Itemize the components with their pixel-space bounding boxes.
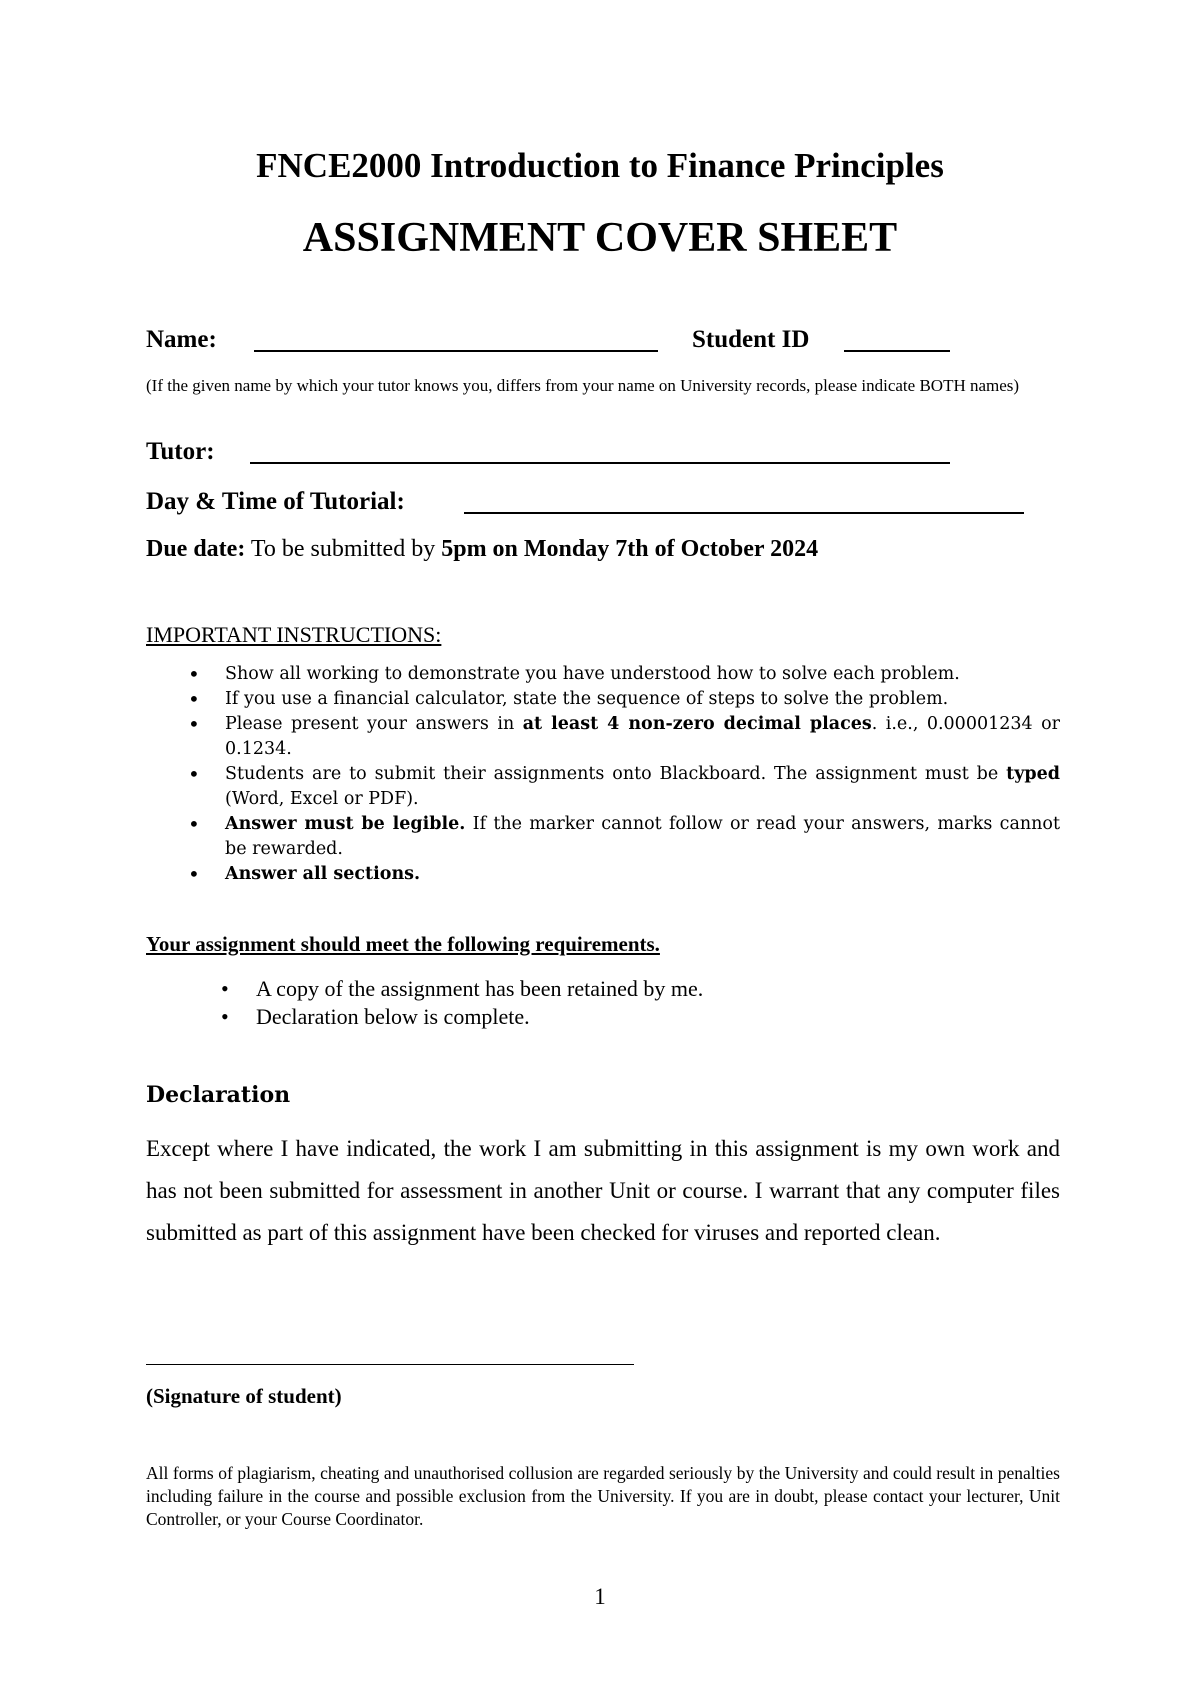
tutorial-label: Day & Time of Tutorial: [146,488,405,515]
list-item: • Answer must be legible. If the marker cannot follow or read your answers, marks cannot be rewarded. [146,812,1060,862]
signature-label: (Signature of student) [146,1384,342,1408]
list-item: • Please present your answers in at least 4 non-zero decimal places. i.e., 0.00001234 or 0.1234. [146,712,1060,762]
list-item: • Students are to submit their assignments onto Blackboard. The assignment must be typed (Word, Excel or PDF). [146,762,1060,812]
tutor-blank-line[interactable] [250,462,950,464]
instructions-heading: IMPORTANT INSTRUCTIONS: [146,622,442,647]
requirements-heading: Your assignment should meet the following requirements. [146,932,660,956]
list-item: • Show all working to demonstrate you have understood how to solve each problem. [146,662,1060,687]
tutor-label: Tutor: [146,438,215,465]
name-note: (If the given name by which your tutor knows you, differs from your name on University records, please indicate BOTH names) [146,376,1020,395]
page-number: 1 [594,1584,606,1609]
requirements-list [146,975,703,1031]
list-item: • A copy of the assignment has been retained by me. [146,975,703,1003]
plagiarism-note: All forms of plagiarism, cheating and unauthorised collusion are regarded seriously by the University and could result in penalties including failure in the course and possible exclusion from the University. If you are in doubt, please contact your lecturer, Unit Controller, or your Course Coordinator. [146,1463,1060,1529]
student-id-label: Student ID [692,326,810,353]
declaration-text: Except where I have indicated, the work I am submitting in this assignment is my own work and has not been submitted for assessment in another Unit or course. I warrant that any computer files submitted as part of this assignment have been checked for viruses and reported clean. [146,1136,1060,1245]
due-date [146,536,818,563]
due-date-text: To be submitted by [250,536,436,562]
tutorial-blank-line[interactable] [464,512,1024,514]
signature-line[interactable] [146,1364,634,1365]
document-title: ASSIGNMENT COVER SHEET [302,215,898,261]
due-date-deadline: 5pm on Monday 7th of October 2024 [441,536,819,562]
course-title: FNCE2000 Introduction to Finance Principles [256,146,944,185]
student-id-blank-line[interactable] [844,350,950,352]
list-item: • If you use a financial calculator, state the sequence of steps to solve the problem. [146,687,1060,712]
name-label: Name: [146,326,217,353]
declaration-heading: Declaration [146,1082,291,1108]
name-blank-line[interactable] [254,350,658,352]
instructions-list [146,662,1060,887]
due-date-label: Due date: [146,536,246,562]
list-item: • Declaration below is complete. [146,1003,703,1031]
list-item: • Answer all sections. [146,862,1060,887]
